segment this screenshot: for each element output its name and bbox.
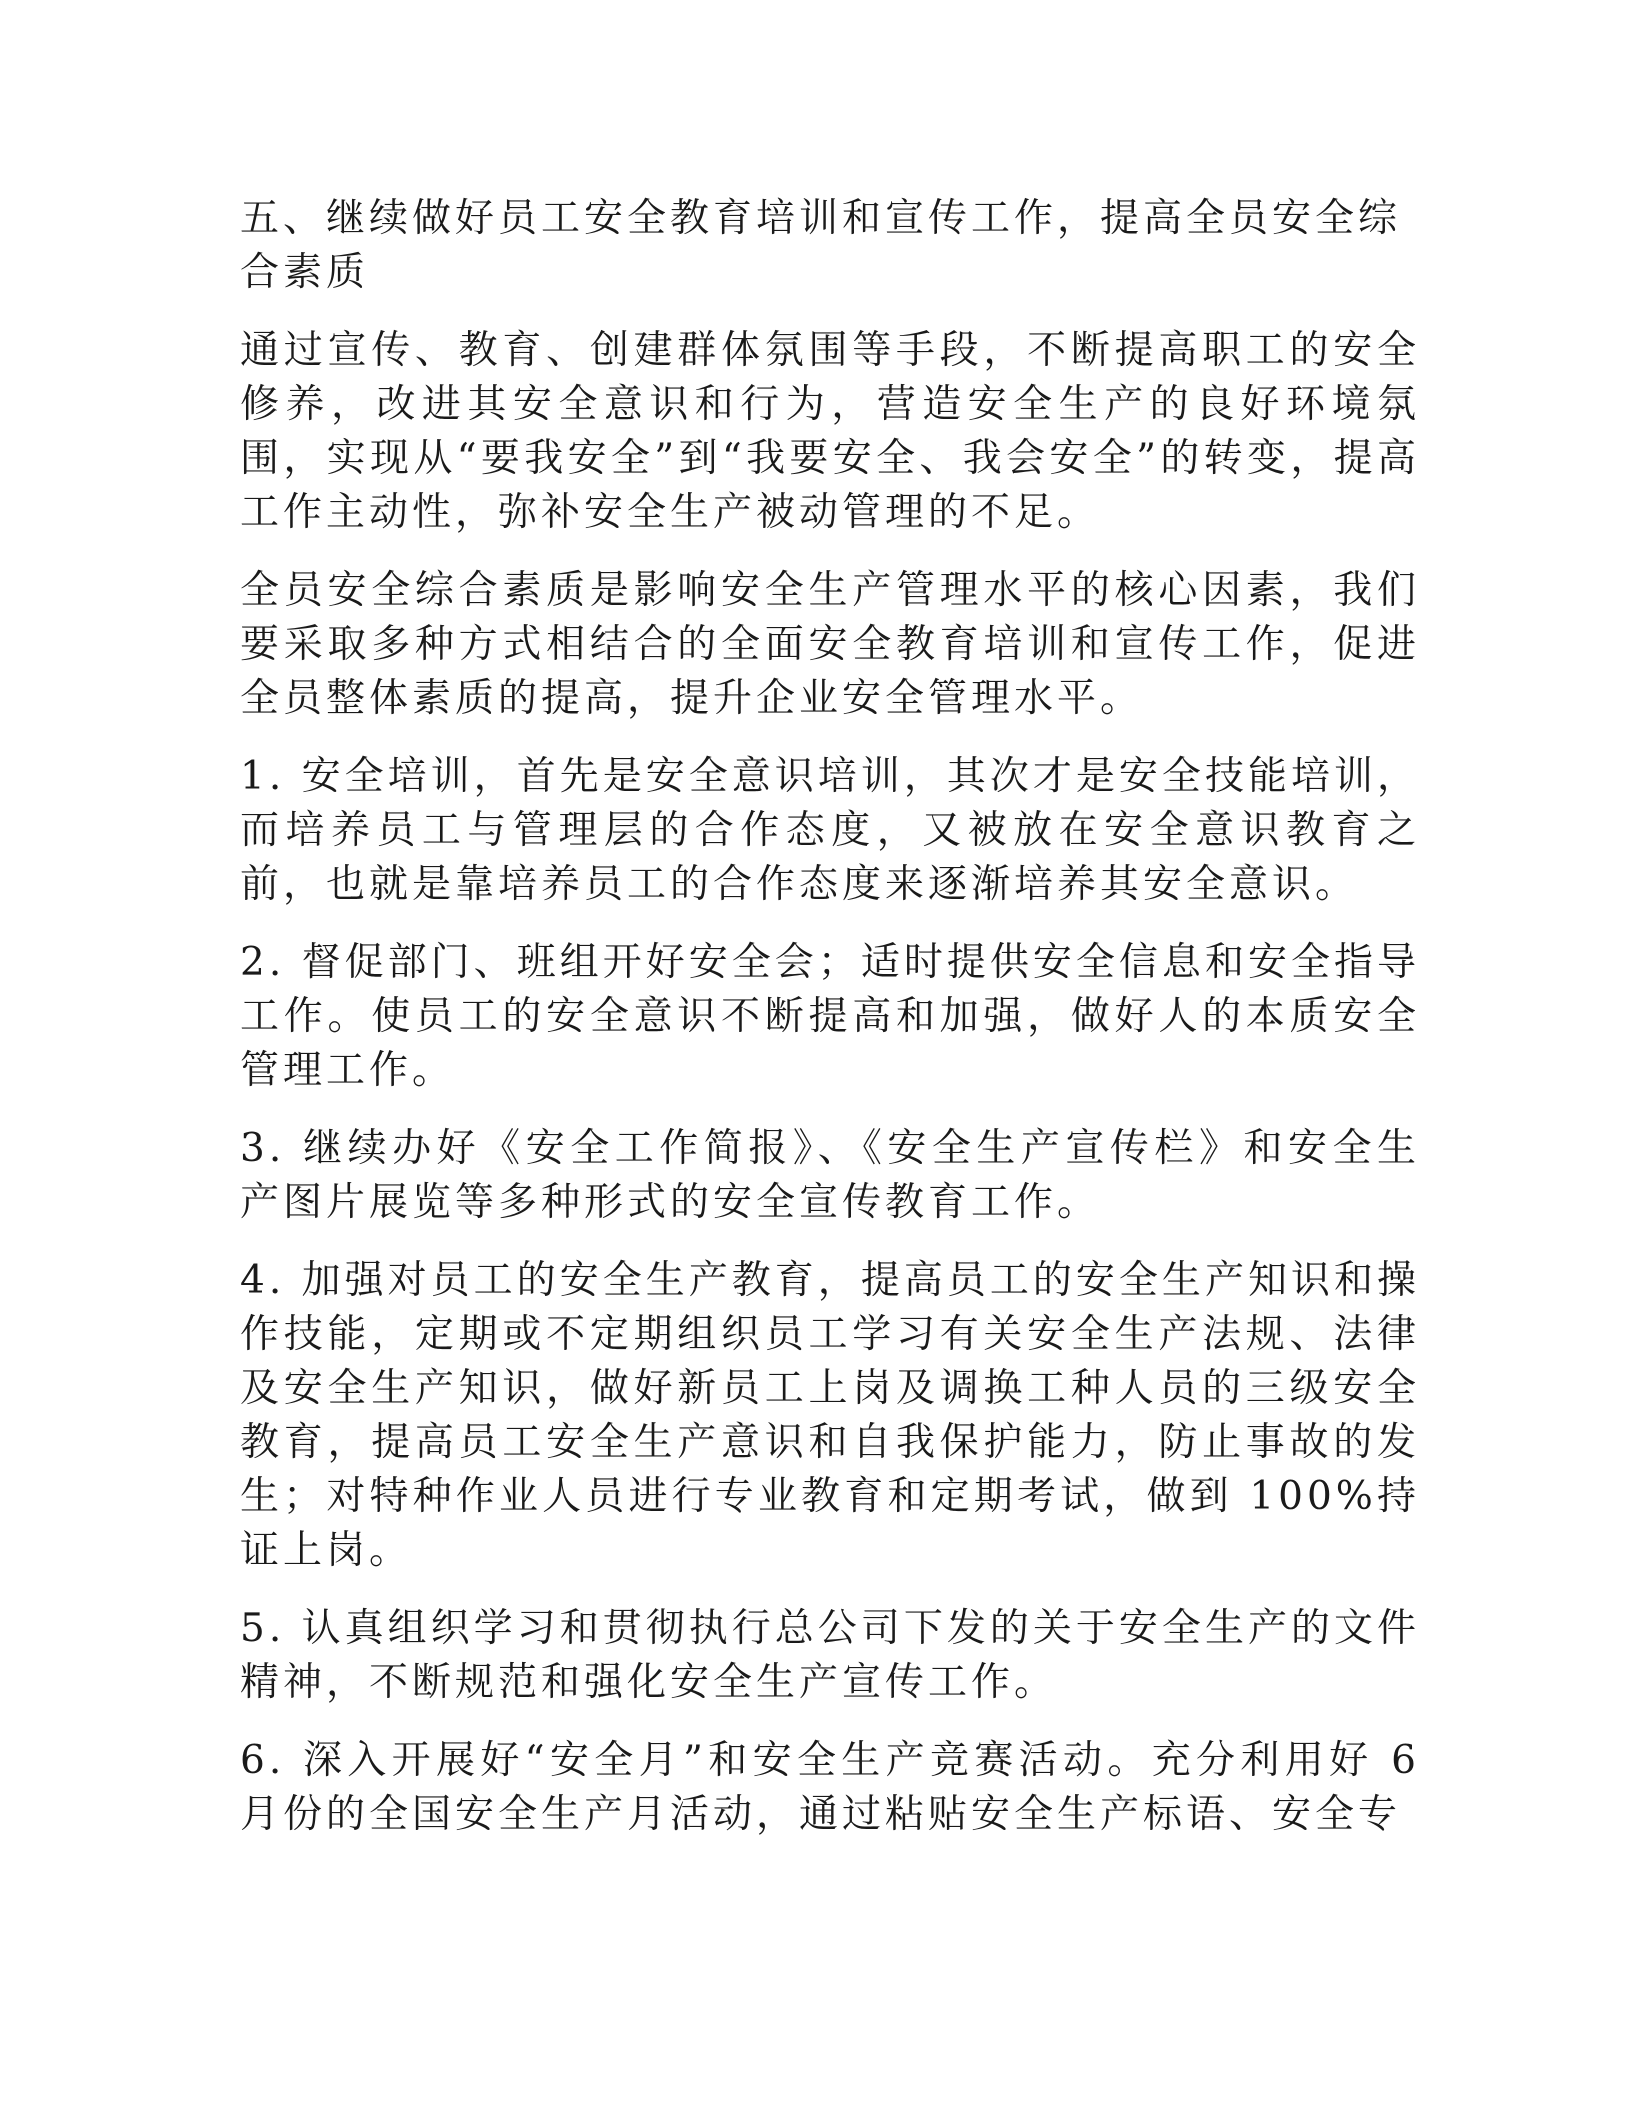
paragraph-item-5: 5. 认真组织学习和贯彻执行总公司下发的关于安全生产的文件精神，不断规范和强化安全生产宣传工作。 [240, 1606, 1420, 1705]
paragraph-item-6: 6. 深入开展好“安全月”和安全生产竞赛活动。充分利用好 6 月份的全国安全生产月活动，通过粘贴安全生产标语、安全专 [240, 1738, 1420, 1837]
section-heading: 五、继续做好员工安全教育培训和宣传工作，提高全员安全综合素质 [240, 196, 1402, 295]
paragraph-intro: 通过宣传、教育、创建群体氛围等手段，不断提高职工的安全修养，改进其安全意识和行为，营造安全生产的良好环境氛围，实现从“要我安全”到“我要安全、我会安全”的转变，提高工作主动性，弥补安全生产被动管理的不足。 [240, 328, 1420, 535]
paragraph-core-factor: 全员安全综合素质是影响安全生产管理水平的核心因素，我们要采取多种方式相结合的全面安全教育培训和宣传工作，促进全员整体素质的提高，提升企业安全管理水平。 [240, 568, 1420, 721]
paragraph-item-4: 4. 加强对员工的安全生产教育，提高员工的安全生产知识和操作技能，定期或不定期组织员工学习有关安全生产法规、法律及安全生产知识，做好新员工上岗及调换工种人员的三级安全教育，提高员工安全生产意识和自我保护能力，防止事故的发生；对特种作业人员进行专业教育和定期考试，做到 100%持证上岗。 [240, 1258, 1420, 1573]
paragraph-item-3: 3. 继续办好《安全工作简报》、《安全生产宣传栏》和安全生产图片展览等多种形式的安全宣传教育工作。 [240, 1126, 1420, 1225]
document-page [240, 192, 1420, 1866]
paragraph-item-1: 1. 安全培训，首先是安全意识培训，其次才是安全技能培训，而培养员工与管理层的合作态度，又被放在安全意识教育之前，也就是靠培养员工的合作态度来逐渐培养其安全意识。 [240, 754, 1420, 907]
paragraph-item-2: 2. 督促部门、班组开好安全会；适时提供安全信息和安全指导工作。使员工的安全意识不断提高和加强，做好人的本质安全管理工作。 [240, 940, 1420, 1093]
